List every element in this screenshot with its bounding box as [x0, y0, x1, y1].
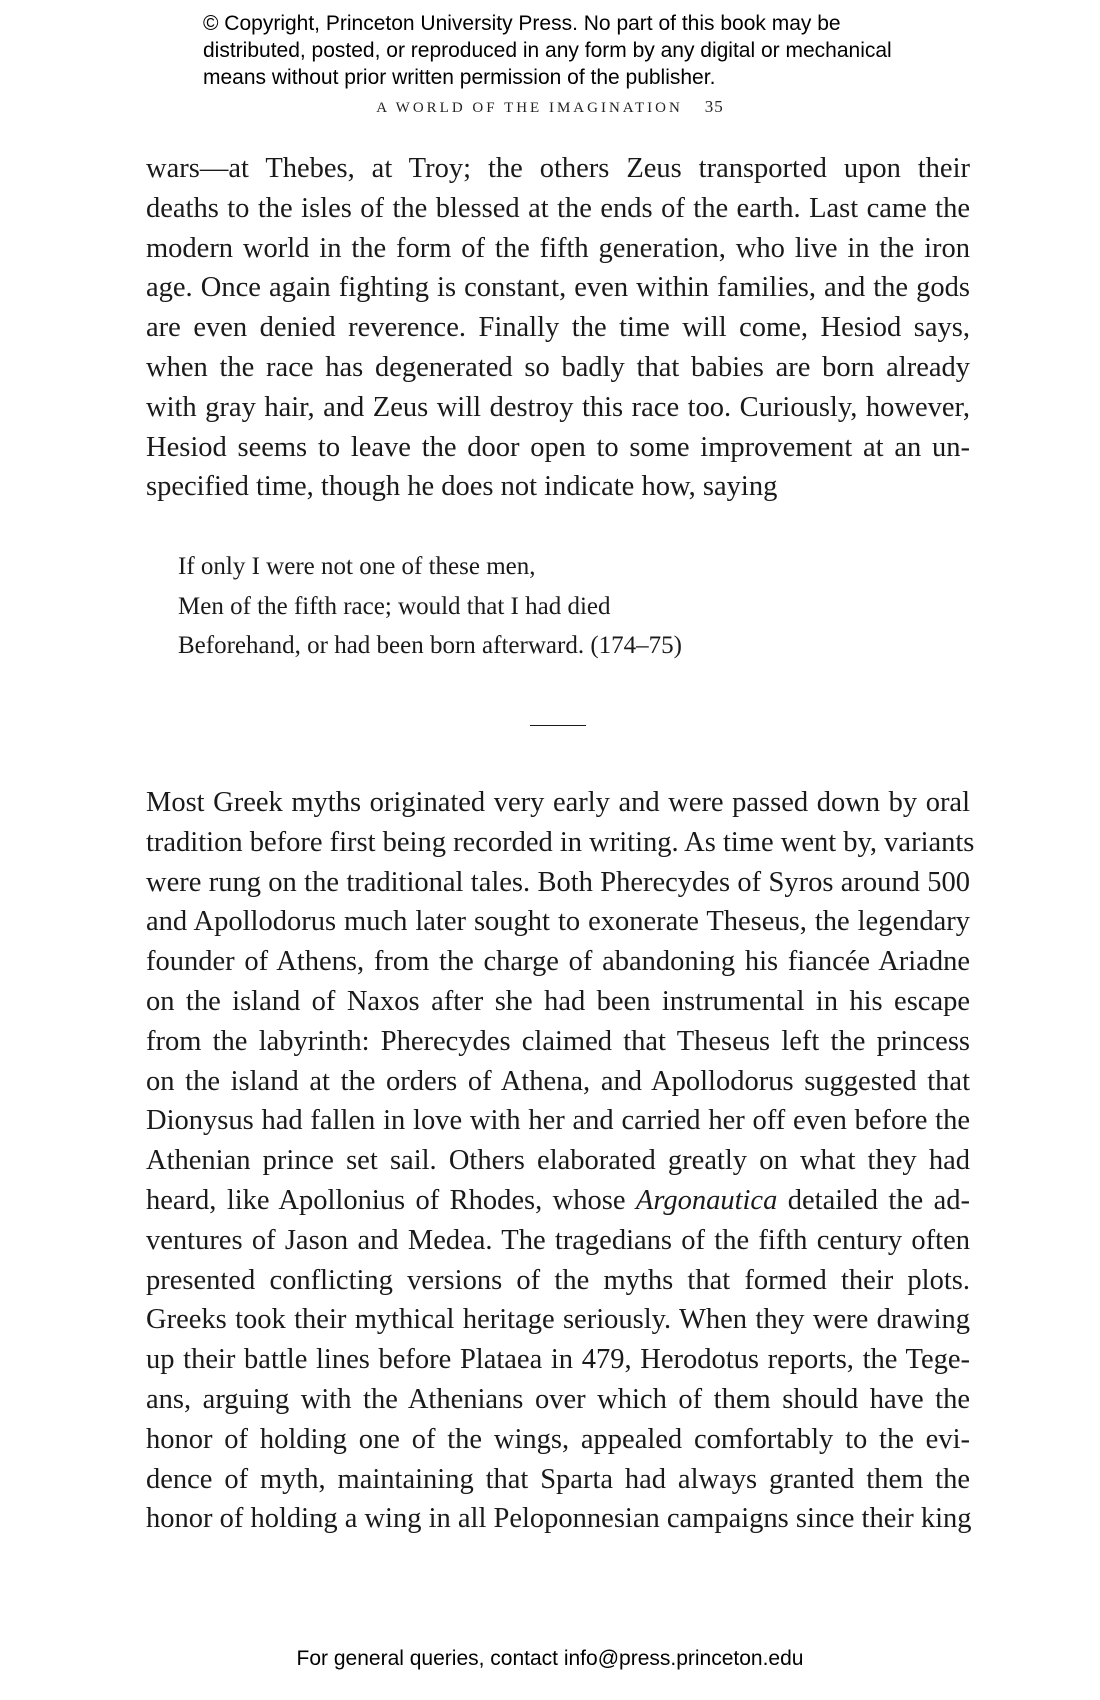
copyright-line: distributed, posted, or reproduced in any form by any digital or mechanical — [203, 39, 892, 62]
text-line: were rung on the traditional tales. Both Pherecydes of Syros around 500 — [146, 866, 970, 898]
text-line: ventures of Jason and Medea. The tragedians of the fifth century often — [146, 1224, 970, 1256]
text-line: and Apollodorus much later sought to exonerate Theseus, the legendary — [146, 906, 970, 938]
verse-quotation — [178, 547, 682, 666]
text-line: on the island of Naxos after she had been instrumental in his escape — [146, 985, 970, 1017]
text-line: from the labyrinth: Pherecydes claimed that Theseus left the princess — [146, 1025, 970, 1057]
text-line: tradition before first being recorded in writing. As time went by, variants — [146, 826, 975, 858]
text-line: dence of myth, maintaining that Sparta had always granted them the — [146, 1463, 970, 1495]
text-line — [146, 1181, 970, 1221]
text-line: Dionysus had fallen in love with her and carried her off even before the — [146, 1105, 970, 1137]
text-line: honor of holding one of the wings, appealed comfortably to the evi- — [146, 1423, 970, 1455]
verse-line: If only I were not one of these men, — [178, 553, 536, 580]
copyright-notice — [203, 10, 923, 91]
text-line: up their battle lines before Plataea in 479, Herodotus reports, the Tege- — [146, 1344, 970, 1376]
text-line: deaths to the isles of the blessed at the ends of the earth. Last came the — [146, 192, 970, 224]
text-line: ans, arguing with the Athenians over which of them should have the — [146, 1383, 970, 1415]
copyright-line: © Copyright, Princeton University Press. No part of this book may be — [203, 12, 841, 35]
text-line: presented conflicting versions of the myths that formed their plots. — [146, 1264, 970, 1296]
text-line: are even denied reverence. Finally the time will come, Hesiod says, — [146, 312, 970, 344]
section-break-rule — [530, 725, 586, 726]
text-line: founder of Athens, from the charge of abandoning his fiancée Ariadne — [146, 946, 970, 978]
text-line: Greeks took their mythical heritage seriously. When they were drawing — [146, 1304, 970, 1336]
text-line: with gray hair, and Zeus will destroy this race too. Curiously, however, — [146, 391, 970, 423]
text-line: Athenian prince set sail. Others elaborated greatly on what they had — [146, 1145, 970, 1177]
running-head-title: A WORLD OF THE IMAGINATION — [376, 100, 683, 116]
paragraph-1 — [146, 149, 970, 507]
text-line: on the island at the orders of Athena, and Apollodorus suggested that — [146, 1065, 970, 1097]
footer-contact: For general queries, contact info@press.princeton.edu — [296, 1647, 804, 1670]
verse-line: Men of the fifth race; would that I had died — [178, 592, 611, 620]
verse-line: Beforehand, or had been born afterward. (174–75) — [178, 632, 682, 659]
paragraph-2 — [146, 783, 975, 1539]
text-line: specified time, though he does not indicate how, saying — [146, 471, 778, 503]
book-title: Argonautica — [635, 1184, 778, 1216]
text-line: honor of holding a wing in all Peloponnesian campaigns since their king — [146, 1503, 972, 1535]
text-line: age. Once again fighting is constant, even within families, and the gods — [146, 272, 970, 304]
text-segment: heard, like Apollonius of Rhodes, whose — [146, 1184, 636, 1216]
text-line: Most Greek myths originated very early and were passed down by oral — [146, 787, 970, 818]
text-segment: detailed the ad- — [777, 1184, 970, 1216]
running-head — [0, 97, 1100, 117]
text-line: when the race has degenerated so badly that babies are born already — [146, 351, 970, 383]
copyright-line: means without prior written permission of the publisher. — [203, 66, 716, 89]
page-number: 35 — [704, 97, 724, 116]
text-line: Hesiod seems to leave the door open to some improvement at an un- — [146, 431, 970, 463]
text-line: wars—at Thebes, at Troy; the others Zeus transported upon their — [146, 153, 970, 184]
text-line: modern world in the form of the fifth generation, who live in the iron — [146, 232, 970, 264]
